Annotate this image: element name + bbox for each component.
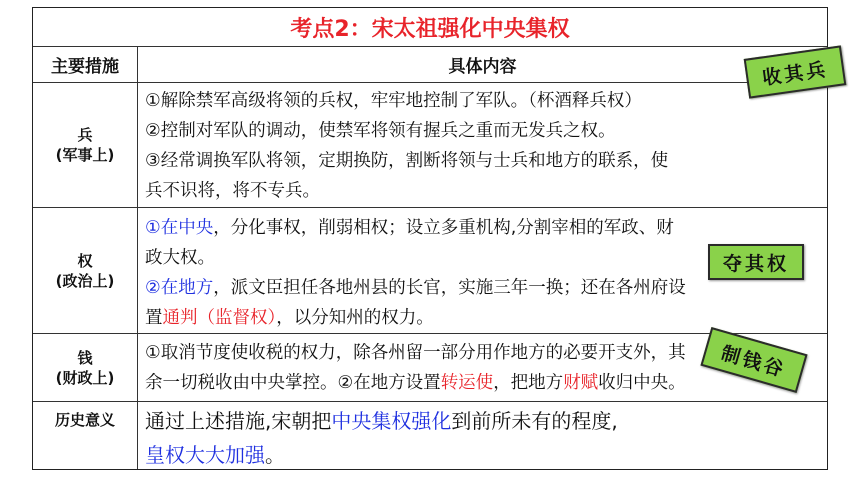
stamp-shou-qi-bing: 收其兵	[744, 45, 847, 98]
content-text: ，派文臣担任各地州县的长官，实施三年一换；还在各州府设	[213, 278, 686, 298]
content-significance	[145, 404, 815, 472]
content-military	[145, 86, 815, 206]
highlight-caifu: 财赋	[563, 373, 599, 393]
measure-fiscal	[33, 334, 137, 401]
measure-label: 钱	[77, 348, 93, 367]
content-text: 。	[265, 443, 285, 467]
content-text: 到前所未有的程度,	[451, 409, 618, 433]
content-text: 余一切税收由中央掌控。②在地方设置	[145, 373, 441, 393]
content-text: ，把地方	[493, 373, 564, 393]
measure-political	[33, 208, 137, 333]
content-line: ①解除禁军高级将领的兵权，牢牢地控制了军队。（杯酒释兵权）	[145, 91, 642, 111]
measure-label: 兵	[77, 126, 93, 144]
header-measures: 主要措施	[51, 57, 119, 77]
divider	[33, 333, 827, 334]
content-line	[145, 404, 815, 438]
content-text: 置	[145, 308, 163, 328]
page-title: 考点2：宋太祖强化中央集权	[290, 16, 570, 42]
content-line: ③经常调换军队将领，定期换防，割断将领与士兵和地方的联系，使	[145, 151, 669, 171]
content-line: ①取消节度使收税的权力，除各州留一部分用作地方的必要开支外，其	[145, 343, 686, 363]
content-text: ，以分知州的权力。	[276, 308, 434, 328]
highlight-tongpan: 通判（监督权）	[162, 308, 277, 328]
content-text: 通过上述措施,宋朝把	[145, 409, 332, 433]
content-line: 政大权。	[145, 248, 215, 268]
measure-sub: (政治上)	[55, 271, 115, 290]
content-line	[145, 368, 815, 398]
content-line: ②控制对军队的调动，使禁军将领有握兵之重而无发兵之权。	[145, 121, 616, 141]
content-line	[145, 213, 815, 243]
measure-sub: (军事上)	[55, 146, 115, 164]
divider	[33, 401, 827, 402]
measures-table	[32, 7, 828, 470]
stamp-zhi-qian-gu: 制钱谷	[700, 327, 807, 393]
measure-label: 历史意义	[54, 411, 115, 429]
content-line	[145, 438, 815, 472]
content-text: ，分化事权，削弱相权；设立多重机构,分割宰相的军政、财	[213, 218, 674, 238]
measure-label: 权	[77, 251, 93, 270]
measure-significance	[33, 402, 137, 438]
column-divider	[137, 47, 138, 469]
highlight-central: 在中央	[160, 218, 214, 238]
highlight-local: ②在地方	[145, 278, 214, 298]
measure-military	[33, 83, 137, 207]
divider	[33, 207, 827, 208]
content-line: 兵不识将，将不专兵。	[145, 181, 320, 201]
divider	[33, 82, 827, 83]
highlight-zhuanyunshi: 转运使	[440, 373, 494, 393]
circled-number: ①	[145, 218, 161, 238]
highlight-centralization: 中央集权强化	[331, 409, 452, 433]
header-content: 具体内容	[448, 57, 517, 77]
content-text: 收归中央。	[598, 373, 686, 393]
stamp-duo-qi-quan: 夺其权	[708, 244, 804, 280]
measure-sub: (财政上)	[55, 368, 115, 387]
highlight-imperial-power: 皇权大大加强	[145, 443, 265, 467]
